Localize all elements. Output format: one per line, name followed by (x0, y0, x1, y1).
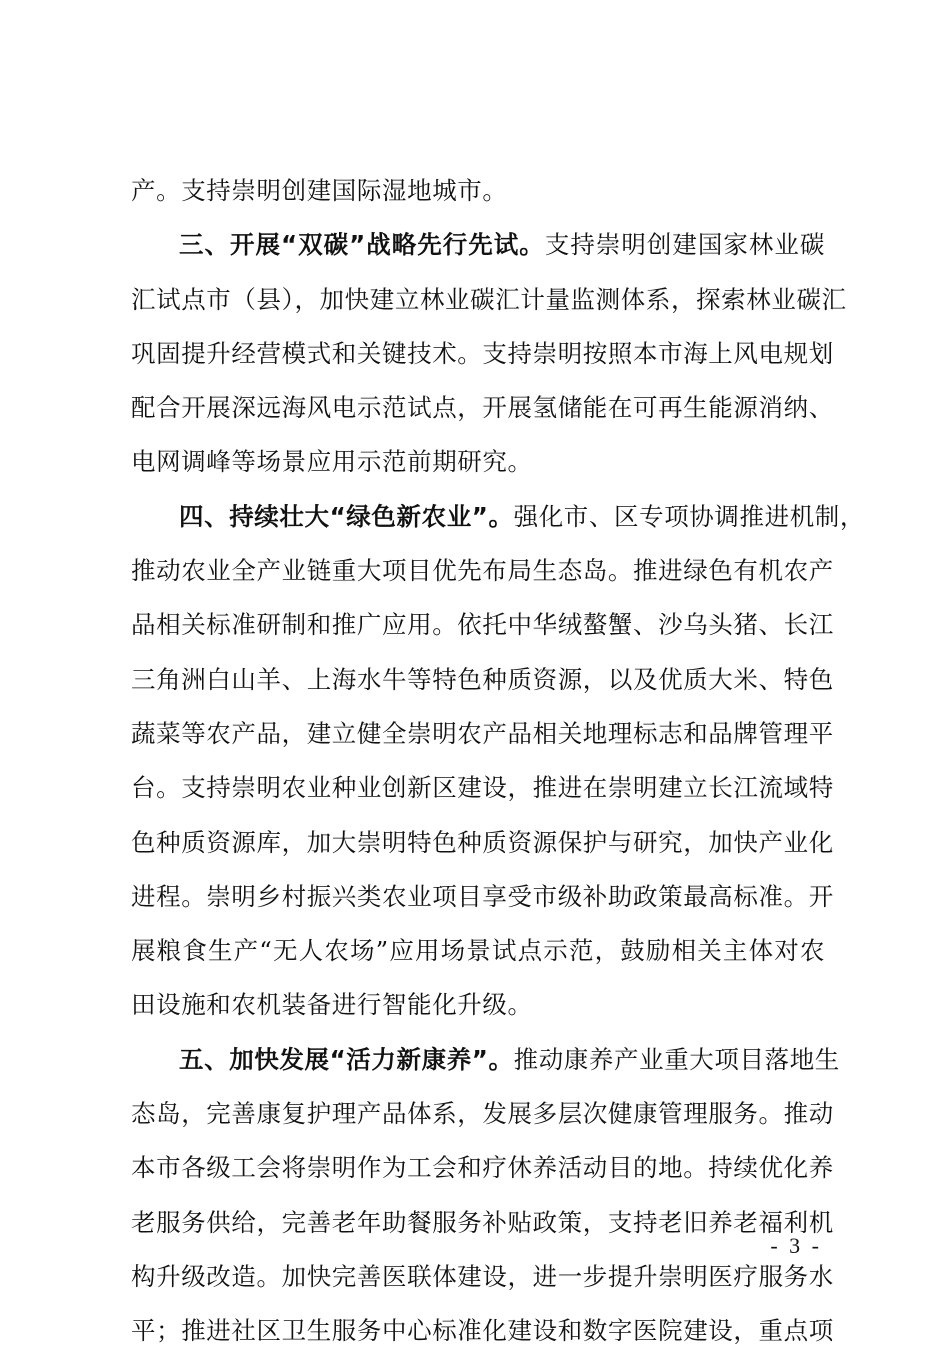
paragraph-line (131, 761, 834, 815)
paragraph-line (131, 544, 834, 598)
line-text: 支持崇明创建国家林业碳 (544, 230, 826, 260)
line-text: 三角洲白山羊、上海水牛等特色种质资源，以及优质大米、特色 (131, 664, 834, 694)
paragraph-line (131, 273, 847, 327)
line-text: 进程。崇明乡村振兴类农业项目享受市级补助政策最高标准。开 (131, 881, 834, 911)
line-text: 本市各级工会将崇明作为工会和疗休养活动目的地。持续优化养 (131, 1153, 834, 1183)
paragraph-line (131, 870, 834, 924)
section-heading-line (131, 218, 825, 272)
line-text: 电网调峰等场景应用示范前期研究。 (131, 447, 533, 477)
paragraph-line (131, 435, 825, 489)
paragraph-line (131, 1250, 834, 1304)
paragraph-line (131, 1304, 834, 1358)
section-heading-5: 五、加快发展“活力新康养”。 (179, 1044, 514, 1074)
body-text (131, 164, 866, 1359)
paragraph-line (131, 1087, 834, 1141)
section-heading-line (131, 490, 866, 544)
paragraph-line (131, 381, 834, 435)
page-number: - 3 - (770, 1233, 822, 1258)
paragraph-line (131, 1141, 834, 1195)
line-text: 老服务供给，完善老年助餐服务补贴政策，支持老旧养老福利机 (131, 1207, 834, 1237)
section-heading-line (131, 1033, 840, 1087)
line-text: 平；推进社区卫生服务中心标准化建设和数字医院建设，重点项 (131, 1316, 834, 1346)
line-text: 构升级改造。加快完善医联体建设，进一步提升崇明医疗服务水 (131, 1261, 834, 1291)
line-text: 推动康养产业重大项目落地生 (513, 1044, 840, 1074)
line-text: 配合开展深远海风电示范试点，开展氢储能在可再生能源消纳、 (131, 393, 834, 423)
line-text: 品相关标准研制和推广应用。依托中华绒螯蟹、沙乌头猪、长江 (131, 610, 834, 640)
line-text: 推动农业全产业链重大项目优先布局生态岛。推进绿色有机农产 (131, 556, 834, 586)
paragraph-line (131, 327, 834, 381)
line-text: 田设施和农机装备进行智能化升级。 (131, 990, 533, 1020)
line-text: 台。支持崇明农业种业创新区建设，推进在崇明建立长江流域特 (131, 773, 834, 803)
line-text: 色种质资源库，加大崇明特色种质资源保护与研究，加快产业化 (131, 827, 834, 857)
line-text: 强化市、区专项协调推进机制， (513, 501, 866, 531)
line-text: 态岛，完善康复护理产品体系，发展多层次健康管理服务。推动 (131, 1099, 834, 1129)
line-text: 产。支持崇明创建国际湿地城市。 (131, 176, 508, 205)
paragraph-line (131, 707, 834, 761)
paragraph-line (131, 924, 825, 978)
paragraph-line (131, 598, 834, 652)
line-text: 汇试点市（县），加快建立林业碳汇计量监测体系，探索林业碳汇 (131, 284, 847, 314)
section-heading-3: 三、开展“双碳”战略先行先试。 (179, 230, 545, 260)
paragraph-line (131, 164, 825, 218)
line-text: 展粮食生产“无人农场”应用场景试点示范，鼓励相关主体对农 (131, 936, 825, 966)
paragraph-line (131, 978, 825, 1032)
paragraph-line (131, 1196, 834, 1250)
section-heading-4: 四、持续壮大“绿色新农业”。 (179, 501, 514, 531)
line-text: 巩固提升经营模式和关键技术。支持崇明按照本市海上风电规划 (131, 338, 834, 368)
paragraph-line (131, 816, 834, 870)
paragraph-line (131, 653, 834, 707)
line-text: 蔬菜等农产品，建立健全崇明农产品相关地理标志和品牌管理平 (131, 718, 834, 748)
